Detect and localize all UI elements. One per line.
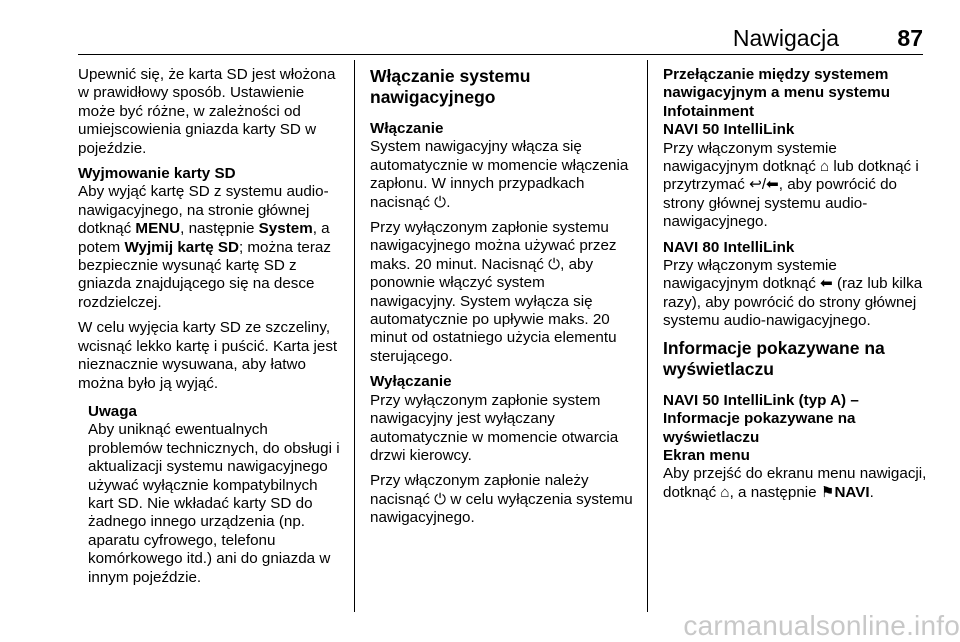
home-icon: ⌂ <box>720 483 730 501</box>
power-icon: ⏻ <box>434 490 447 508</box>
menu-screen-paragraph <box>663 465 929 502</box>
sd-insert-paragraph: Upewnić się, że karta SD jest włożona w prawidłowy sposób. Ustawienie może być różne, w zależności od umiejscowienia gniazda karty SD w pojeździe. <box>78 66 336 157</box>
text-run: (raz lub kilka razy), aby powrócić do strony głównej systemu audio-nawigacyjnego. <box>663 275 923 330</box>
slash-separator: / <box>761 176 767 194</box>
column-divider-2 <box>647 60 648 612</box>
navi80-heading: NAVI 80 IntelliLink <box>663 238 795 256</box>
page-header <box>78 24 923 52</box>
column-3 <box>663 66 929 509</box>
column-2 <box>370 66 634 535</box>
eject-sd-label: Wyjmij kartę SD <box>124 238 239 256</box>
menu-screen-heading: Ekran menu <box>663 446 750 464</box>
switch-on-paragraph-2 <box>370 219 634 366</box>
note-box <box>88 403 342 587</box>
text-run: Aby przejść do ekranu menu nawigacji, dotknąć <box>663 465 927 501</box>
text-run: Przy włączonym systemie nawigacyjnym dotknąć <box>663 139 837 176</box>
page-title: Nawigacja <box>732 25 839 51</box>
switch-on-heading: Włączanie <box>370 120 444 137</box>
switch-on-paragraph-1 <box>370 138 634 212</box>
navi-label: NAVI <box>834 483 870 501</box>
text-run: , a potem <box>78 220 330 256</box>
navi50-paragraph <box>663 140 929 232</box>
back-arrow-icon: ⬅ <box>820 275 833 293</box>
back-curved-icon: ↩ <box>749 176 762 194</box>
power-icon: ⏻ <box>434 193 447 211</box>
column-1 <box>78 66 342 594</box>
text-run: , a następnie <box>729 483 821 501</box>
text-run: . <box>869 483 874 501</box>
text-run: , aby ponownie włączyć system nawigacyjny. System wyłącza się automatycznie po upływie maks. 20 minut od ostatniego użycia elementu sterującego. <box>370 255 617 365</box>
flag-icon: ⚑ <box>820 483 835 501</box>
note-heading: Uwaga <box>88 402 137 420</box>
section-heading-display: Informacje pokazywane na wyświetlaczu <box>663 337 885 379</box>
system-label: System <box>258 220 313 238</box>
navi50-typeA-heading: NAVI 50 IntelliLink (typ A) – Informacje pokazywane na wyświetlaczu <box>663 391 859 446</box>
switching-heading: Przełączanie między systemem nawigacyjnym a menu systemu Infotainment <box>663 66 891 120</box>
navi50-heading: NAVI 50 IntelliLink <box>663 121 795 139</box>
text-run: ; można teraz bezpiecznie wysunąć kartę SD z gniazda znajdującego się na desce rozdzielczej. <box>78 238 331 311</box>
text-run: . <box>446 193 451 211</box>
home-icon: ⌂ <box>820 158 830 176</box>
text-run: w celu wyłączenia systemu nawigacyjnego. <box>370 490 633 527</box>
text-run: Przy włączonym zapłonie należy nacisnąć <box>370 472 589 508</box>
switch-off-paragraph-2 <box>370 472 634 527</box>
text-run: lub dotknąć i przytrzymać <box>663 158 919 194</box>
column-divider-1 <box>354 60 355 612</box>
switch-off-heading: Wyłączanie <box>370 373 452 391</box>
text-run: System nawigacyjny włącza się automatycznie w momencie włączenia zapłonu. W innych przypadkach nacisnąć <box>370 138 629 211</box>
sd-slot-paragraph: W celu wyjęcia karty SD ze szczeliny, wcisnąć lekko kartę i puścić. Karta jest nieznacznie wysuwana, aby łatwo można było ją wyjąć. <box>78 319 338 392</box>
switch-off-paragraph-1: Przy wyłączonym zapłonie system nawigacyjny jest wyłączany automatycznie w momencie otwarcia drzwi kierowcy. <box>370 391 619 464</box>
power-icon: ⏻ <box>548 255 561 273</box>
note-text: Aby uniknąć ewentualnych problemów technicznych, do obsługi i aktualizacji systemu nawigacyjnego używać wyłącznie kompatybilnych kart SD. Nie wkładać karty SD do żadnego innego urządzenia (np. aparatu cyfrowego, telefonu komórkowego itd.) ani do gniazda w innym pojeździe. <box>88 421 340 586</box>
navi80-paragraph <box>663 257 929 331</box>
text-run: Przy wyłączonym zapłonie systemu nawigacyjnego można używać przez maks. 20 minut. Nacisnąć <box>370 219 617 273</box>
sd-eject-heading: Wyjmowanie karty SD <box>78 165 236 183</box>
text-run: Aby wyjąć kartę SD z systemu audio-nawigacyjnego, na stronie głównej dotknąć <box>78 183 329 238</box>
sd-eject-paragraph <box>78 183 342 312</box>
text-run: , aby powrócić do strony głównej systemu audio-nawigacyjnego. <box>663 176 897 231</box>
menu-label: MENU <box>135 220 181 238</box>
watermark: carmanualsonline.info <box>683 610 960 641</box>
page-number: 87 <box>897 25 923 51</box>
section-heading-power: Włączanie systemu nawigacyjnego <box>370 66 531 107</box>
text-run: , następnie <box>180 220 259 238</box>
text-run: Przy włączonym systemie nawigacyjnym dotknąć <box>663 257 837 293</box>
header-rule <box>78 54 923 55</box>
back-arrow-icon: ⬅ <box>766 176 779 194</box>
